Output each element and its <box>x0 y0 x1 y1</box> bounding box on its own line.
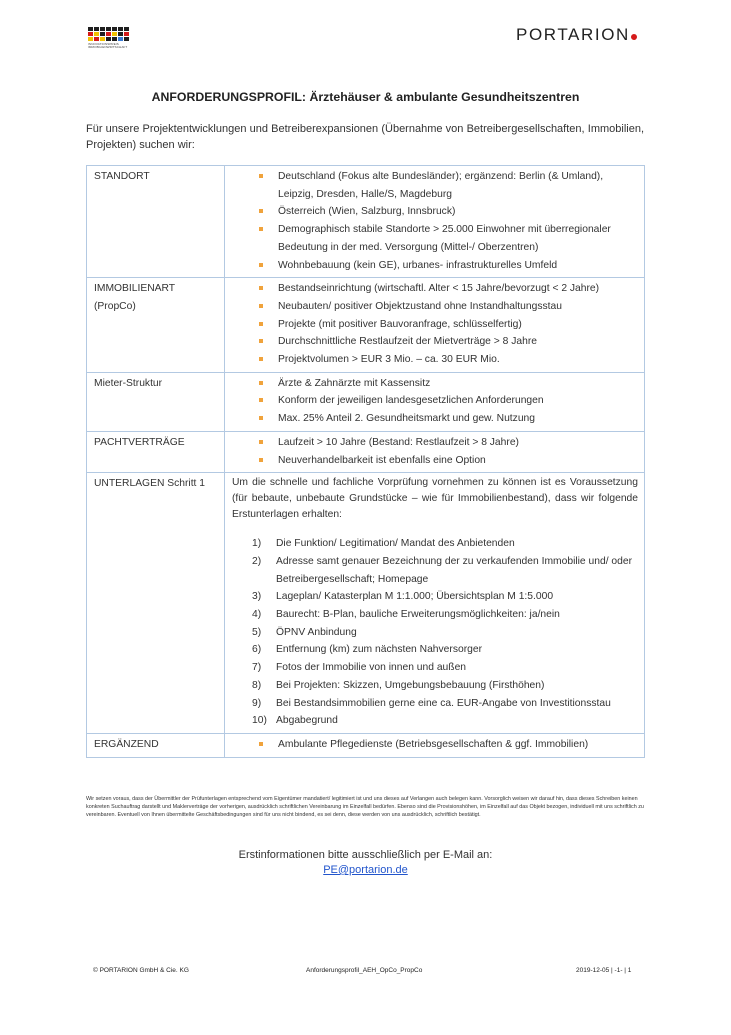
list-item <box>252 588 638 606</box>
row-ergaenzend <box>87 733 645 757</box>
list-item <box>252 641 638 659</box>
logo-square <box>100 37 105 41</box>
footer-document-name: Anforderungsprofil_AEH_OpCo_PropCo <box>306 967 423 974</box>
row-content <box>225 733 645 757</box>
logo-square <box>88 27 93 31</box>
disclaimer-text: Wir setzen voraus, dass der Übermittler der Prüfunterlagen entsprechend vom Eigentümer mandatiert/ legitimiert ist und uns dieses auf Verlangen auch belegen kann. Vorsorglich weisen wir darauf hin, dass dieses Schreiben keinen konkreten Suchauftrag darstellt und Maklerverträge der vorherigen, ausdrücklich schriftlichen Vereinbarung im Einzelfall bedürfen. Ebenso sind die Provisionshöhen, im Einzelfall auf das Objekt bezogen, individuell mit uns schriftlich zu vereinbaren. Eventuell von Ihnen übermittelte Geschäftsbedingungen sind für uns nicht bindend, es sei denn, diese werden von uns ausdrücklich, schriftlich bestätigt. <box>86 796 644 818</box>
item-number: 7) <box>252 662 262 674</box>
contact-block <box>0 848 731 878</box>
list-item: Neuverhandelbarkeit ist ebenfalls eine Option <box>258 452 638 470</box>
row-label: PACHTVERTRÄGE <box>87 431 225 472</box>
item-text: ÖPNV Anbindung <box>276 626 357 638</box>
item-text: Lageplan/ Katasterplan M 1:1.000; Übersichtsplan M 1:5.000 <box>276 591 554 603</box>
list-item: Demographisch stabile Standorte > 25.000 Einwohner mit überregionaler Bedeutung in der med. Versorgung (Mittel-/ Oberzentren) <box>258 221 638 256</box>
list-item: Laufzeit > 10 Jahre (Bestand: Restlaufzeit > 8 Jahre) <box>258 434 638 452</box>
logo-square <box>88 37 93 41</box>
row-label: UNTERLAGEN Schritt 1 <box>87 473 225 734</box>
list-item: Österreich (Wien, Salzburg, Innsbruck) <box>258 203 638 221</box>
footer-copyright: © PORTARION GmbH & Cie. KG <box>93 967 189 974</box>
unterlagen-text: Um die schnelle und fachliche Vorprüfung vornehmen zu können ist es Voraussetzung (für bebaute, unbebaute Grundstücke – wie für Immobilienbestand), dass wir folgende Erstunterlagen erhalten: <box>232 477 638 521</box>
logo-square <box>112 32 117 36</box>
row-mieter <box>87 372 645 431</box>
item-text: Abgabegrund <box>276 715 338 727</box>
row-label-main: IMMOBILIENART <box>94 283 176 295</box>
list-item: Projekte (mit positiver Bauvoranfrage, schlüsselfertig) <box>258 316 638 334</box>
item-number: 3) <box>252 591 262 603</box>
contact-text: Erstinformationen bitte ausschließlich per E-Mail an: <box>238 849 493 861</box>
item-number: 6) <box>252 644 262 656</box>
list-item: Projektvolumen > EUR 3 Mio. – ca. 30 EUR Mio. <box>258 351 638 369</box>
row-content <box>225 166 645 278</box>
list-item <box>252 677 638 695</box>
award-logo-caption: INNOVATIONSPREIS IMMOBILIENWIRTSCHAFT <box>88 42 128 49</box>
brand-logo <box>516 25 637 45</box>
list-item: Neubauten/ positiver Objektzustand ohne Instandhaltungsstau <box>258 298 638 316</box>
item-text: Adresse samt genauer Bezeichnung der zu verkaufenden Immobilie und/ oder Betreibergesellschaft; Homepage <box>276 555 633 585</box>
logo-square <box>118 32 123 36</box>
item-number: 4) <box>252 609 262 621</box>
list-item <box>252 535 638 553</box>
logo-square <box>124 27 129 31</box>
page-title: ANFORDERUNGSPROFIL: Ärztehäuser & ambulante Gesundheitszentren <box>151 90 580 104</box>
list-item: Konform der jeweiligen landesgesetzlichen Anforderungen <box>258 392 638 410</box>
award-logo-grid <box>88 27 134 41</box>
list-item: Wohnbebauung (kein GE), urbanes- infrastrukturelles Umfeld <box>258 257 638 275</box>
award-logo <box>88 27 134 61</box>
logo-square <box>106 27 111 31</box>
row-content <box>225 473 645 734</box>
row-label: Mieter-Struktur <box>87 372 225 431</box>
item-number: 1) <box>252 538 262 550</box>
item-text: Baurecht: B-Plan, bauliche Erweiterungsmöglichkeiten: ja/nein <box>276 609 560 621</box>
logo-square <box>112 37 117 41</box>
list-item: Deutschland (Fokus alte Bundesländer); ergänzend: Berlin (& Umland), Leipzig, Dresden, Halle/S, Magdeburg <box>258 168 638 203</box>
item-number: 5) <box>252 626 262 638</box>
brand-name: PORTARION <box>516 25 630 44</box>
logo-square <box>100 32 105 36</box>
item-text: Die Funktion/ Legitimation/ Mandat des Anbietenden <box>276 538 515 550</box>
list-item: Durchschnittliche Restlaufzeit der Mietverträge > 8 Jahre <box>258 333 638 351</box>
footer-date-page: 2019-12-05 | -1- | 1 <box>576 967 632 974</box>
logo-square <box>94 37 99 41</box>
list-item <box>252 606 638 624</box>
bullet-list <box>232 168 638 274</box>
list-item <box>252 624 638 642</box>
row-label: STANDORT <box>87 166 225 278</box>
row-content <box>225 372 645 431</box>
list-item <box>252 659 638 677</box>
logo-square <box>112 27 117 31</box>
logo-square <box>94 27 99 31</box>
logo-square <box>106 32 111 36</box>
bullet-list <box>232 375 638 428</box>
bullet-list <box>232 736 638 754</box>
item-text: Entfernung (km) zum nächsten Nahversorger <box>276 644 483 656</box>
list-item: Ambulante Pflegedienste (Betriebsgesellschaften & ggf. Immobilien) <box>258 736 638 754</box>
logo-square <box>100 27 105 31</box>
row-label <box>87 278 225 373</box>
logo-square <box>88 32 93 36</box>
email-link[interactable]: PE@portarion.de <box>323 864 408 876</box>
list-item: Bestandseinrichtung (wirtschaftl. Alter < 15 Jahre/bevorzugt < 2 Jahre) <box>258 280 638 298</box>
row-standort <box>87 166 645 278</box>
row-label: ERGÄNZEND <box>87 733 225 757</box>
item-number: 8) <box>252 679 262 691</box>
logo-square <box>124 32 129 36</box>
row-label-sub: (PropCo) <box>94 300 136 312</box>
logo-square <box>118 37 123 41</box>
list-item: Max. 25% Anteil 2. Gesundheitsmarkt und gew. Nutzung <box>258 410 638 428</box>
intro-text: Für unsere Projektentwicklungen und Betreiberexpansionen (Übernahme von Betreibergesellschaften, Immobilien, Projekten) suchen wir: <box>86 123 644 151</box>
list-item <box>252 712 638 730</box>
bullet-list <box>232 434 638 469</box>
numbered-list <box>232 535 638 730</box>
list-item: Ärzte & Zahnärzte mit Kassensitz <box>258 375 638 393</box>
logo-square <box>118 27 123 31</box>
bullet-list <box>232 280 638 369</box>
row-pacht <box>87 431 645 472</box>
logo-square <box>124 37 129 41</box>
item-number: 10) <box>252 715 267 727</box>
logo-square <box>94 32 99 36</box>
list-item <box>252 553 638 588</box>
requirements-table <box>86 165 645 758</box>
item-text: Bei Projekten: Skizzen, Umgebungsbebauung (Firsthöhen) <box>276 679 545 691</box>
brand-dot-icon <box>631 34 637 40</box>
logo-square <box>106 37 111 41</box>
item-number: 9) <box>252 697 262 709</box>
item-text: Fotos der Immobilie von innen und außen <box>276 662 467 674</box>
row-unterlagen <box>87 473 645 734</box>
row-content <box>225 278 645 373</box>
row-immobilienart <box>87 278 645 373</box>
row-content <box>225 431 645 472</box>
item-number: 2) <box>252 555 262 567</box>
list-item <box>252 695 638 713</box>
item-text: Bei Bestandsimmobilien gerne eine ca. EUR-Angabe von Investitionsstau <box>276 697 611 709</box>
